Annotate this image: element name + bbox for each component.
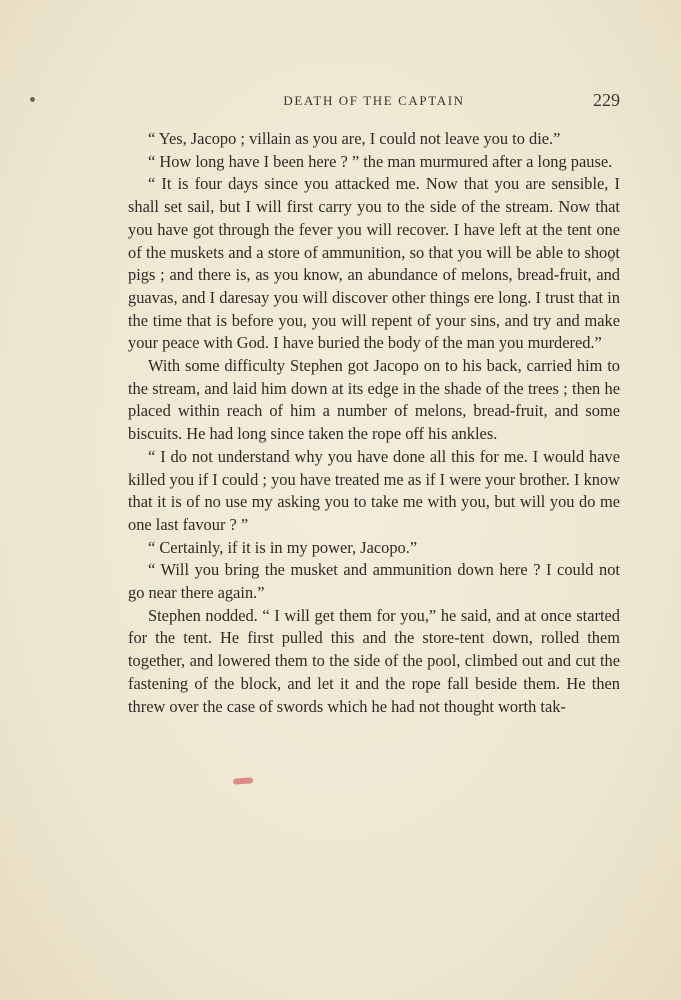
page-number: 229 (593, 90, 620, 110)
paragraph: “ Certainly, if it is in my power, Jacopo.” (148, 537, 418, 557)
red-ink-mark (233, 777, 253, 784)
paragraph: “ It is four days since you attacked me. Now that you are sensible, I shall set sail, but I will first carry you to the side of the stream. Now that you have got through the fever you will recover. I have left at the tent one of the muskets and a store of ammunition, so that you will be able to shoot pigs ; and there is, as you know, an abundance of melons, bread-fruit, and guavas, and I daresay you will discover other things ere long. I trust that in the time that is before you, you will repent of your sins, and try and make your peace with God. I have buried the body of the man you murdered.” (128, 174, 620, 353)
paragraph: “ Yes, Jacopo ; villain as you are, I could not leave you to die.” (148, 129, 561, 148)
paragraph: “ Will you bring the musket and ammunition down here ? I could not go near there again.” (128, 560, 620, 603)
paragraph: Stephen nodded. “ I will get them for you,” he said, and at once started for the tent. He first pulled this and the store-tent down, rolled them together, and lowered them to the side of the pool, climbed out and cut the fastening of the block, and let it and the rope fall beside them. He then threw over the case of swords which he had not thought worth tak- (128, 605, 620, 716)
paragraph: With some difficulty Stephen got Jacopo on to his back, carried him to the stream, and laid him down at its edge in the shade of the trees ; then he placed within reach of him a number of melons, bread-fruit, and some biscuits. He had long since taken the rope off his ankles. (128, 356, 620, 444)
margin-dot (30, 97, 35, 102)
paragraph: “ How long have I been here ? ” the man murmured after a long pause. (148, 151, 613, 171)
body-text (128, 128, 620, 718)
running-head (128, 90, 620, 112)
paragraph: “ I do not understand why you have done all this for me. I would have killed you if I could ; you have treated me as if I were your brother. I know that it is of no use my asking you to take me with you, but will you do me one last favour ? ” (128, 446, 620, 534)
running-title: DEATH OF THE CAPTAIN (283, 93, 465, 108)
